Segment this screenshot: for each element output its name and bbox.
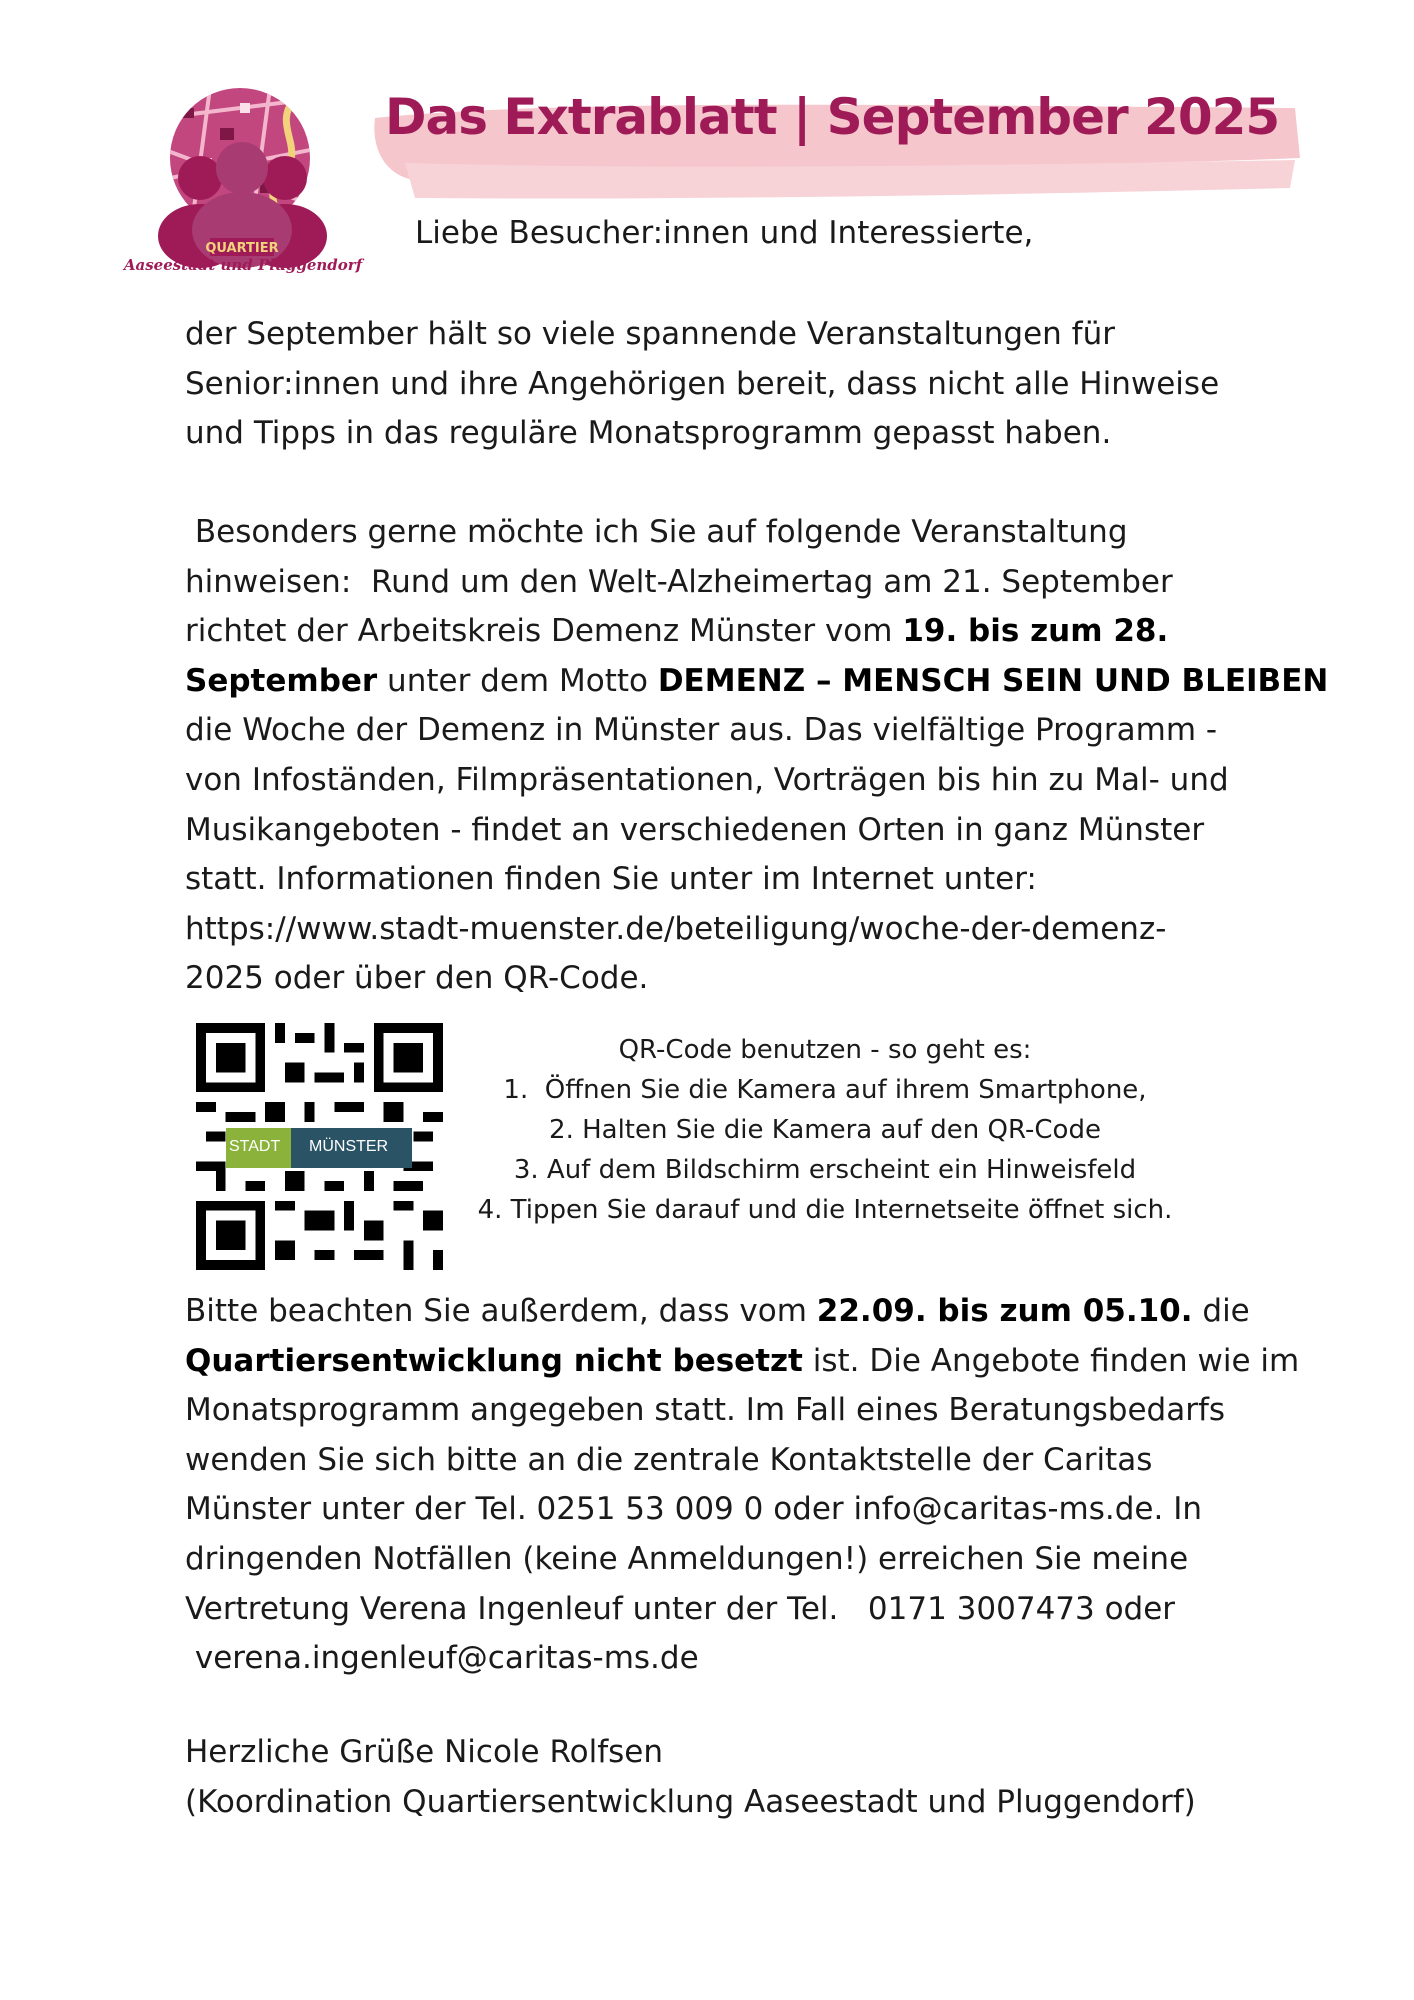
absence-notice: Quartiersentwicklung nicht besetzt — [185, 1342, 803, 1379]
intro-paragraph — [185, 310, 1310, 459]
text-line: und Tipps in das reguläre Monatsprogramm gepasst haben. — [185, 415, 1112, 452]
text-line: hinweisen: Rund um den Welt-Alzheimertag am 21. September — [185, 563, 1173, 600]
text-segment: unter dem Motto — [377, 662, 658, 699]
event-dates-month: September — [185, 662, 378, 699]
signature-role: (Koordination Quartiersentwicklung Aaseestadt und Pluggendorf) — [185, 1783, 1196, 1820]
text-segment: Bitte beachten Sie außerdem, dass vom — [185, 1293, 817, 1329]
qr-step: 2. Halten Sie die Kamera auf den QR-Code — [549, 1115, 1101, 1145]
page-title: Das Extrablatt | September 2025 — [385, 88, 1280, 146]
text-line: der September hält so viele spannende Veranstaltungen für — [185, 316, 1115, 352]
text-line: Musikangeboten - findet an verschiedenen Orten in ganz Münster — [185, 811, 1205, 848]
quartier-logo — [120, 88, 360, 278]
text-segment: ist. Die Angebote finden wie im — [802, 1342, 1300, 1379]
text-segment: die — [1192, 1293, 1250, 1329]
text-line: Vertretung Verena Ingenleuf unter der Tel. 0171 3007473 oder — [185, 1590, 1176, 1627]
text-line: Münster unter der Tel. 0251 53 009 0 oder info@caritas-ms.de. In — [185, 1491, 1202, 1528]
logo-caption: Aaseestadt und Pluggendorf — [123, 256, 363, 274]
stadt-muenster-badge — [226, 1128, 412, 1168]
closing — [185, 1728, 1310, 1827]
text-line — [185, 1337, 1310, 1387]
text-line: dringenden Notfällen (keine Anmeldungen!) erreichen Sie meine — [185, 1540, 1189, 1577]
event-url[interactable]: https://www.stadt-muenster.de/beteiligung/woche-der-demenz- — [185, 910, 1167, 947]
text-segment: richtet der Arbeitskreis Demenz Münster vom — [185, 613, 903, 650]
text-line — [185, 607, 1310, 657]
event-paragraph — [185, 508, 1329, 1004]
greeting: Liebe Besucher:innen und Interessierte, — [415, 215, 1034, 251]
text-line: 2025 oder über den QR-Code. — [185, 960, 649, 997]
absence-paragraph — [185, 1287, 1310, 1684]
logo-badge: QUARTIER — [205, 241, 279, 256]
contact-email[interactable]: verena.ingenleuf@caritas-ms.de — [185, 1640, 699, 1677]
text-line: wenden Sie sich bitte an die zentrale Kontaktstelle der Caritas — [185, 1441, 1153, 1478]
event-motto: DEMENZ – MENSCH SEIN UND BLEIBEN — [657, 662, 1329, 699]
qr-instructions — [450, 1030, 1200, 1230]
absence-dates: 22.09. bis zum 05.10. — [816, 1293, 1193, 1329]
qr-step: 4. Tippen Sie darauf und die Internetseite öffnet sich. — [477, 1195, 1173, 1225]
text-line: Senior:innen und ihre Angehörigen bereit, dass nicht alle Hinweise — [185, 365, 1220, 402]
text-line: die Woche der Demenz in Münster aus. Das vielfältige Programm - — [185, 712, 1218, 749]
qr-heading: QR-Code benutzen - so geht es: — [618, 1035, 1032, 1065]
text-line: statt. Informationen finden Sie unter im Internet unter: — [185, 861, 1037, 898]
signature-line: Herzliche Grüße Nicole Rolfsen — [185, 1734, 663, 1770]
text-line: Besonders gerne möchte ich Sie auf folgende Veranstaltung — [185, 514, 1128, 550]
qr-step: 1. Öffnen Sie die Kamera auf ihrem Smartphone, — [503, 1075, 1147, 1105]
badge-muenster: MÜNSTER — [309, 1138, 389, 1155]
text-line — [185, 1287, 1310, 1337]
text-line: Monatsprogramm angegeben statt. Im Fall eines Beratungsbedarfs — [185, 1392, 1226, 1429]
text-line: von Infoständen, Filmpräsentationen, Vorträgen bis hin zu Mal- und — [185, 761, 1229, 798]
qr-step: 3. Auf dem Bildschirm erscheint ein Hinweisfeld — [513, 1155, 1137, 1185]
text-line — [185, 657, 1329, 707]
event-dates: 19. bis zum 28. — [902, 613, 1169, 650]
badge-stadt: STADT — [229, 1138, 281, 1155]
